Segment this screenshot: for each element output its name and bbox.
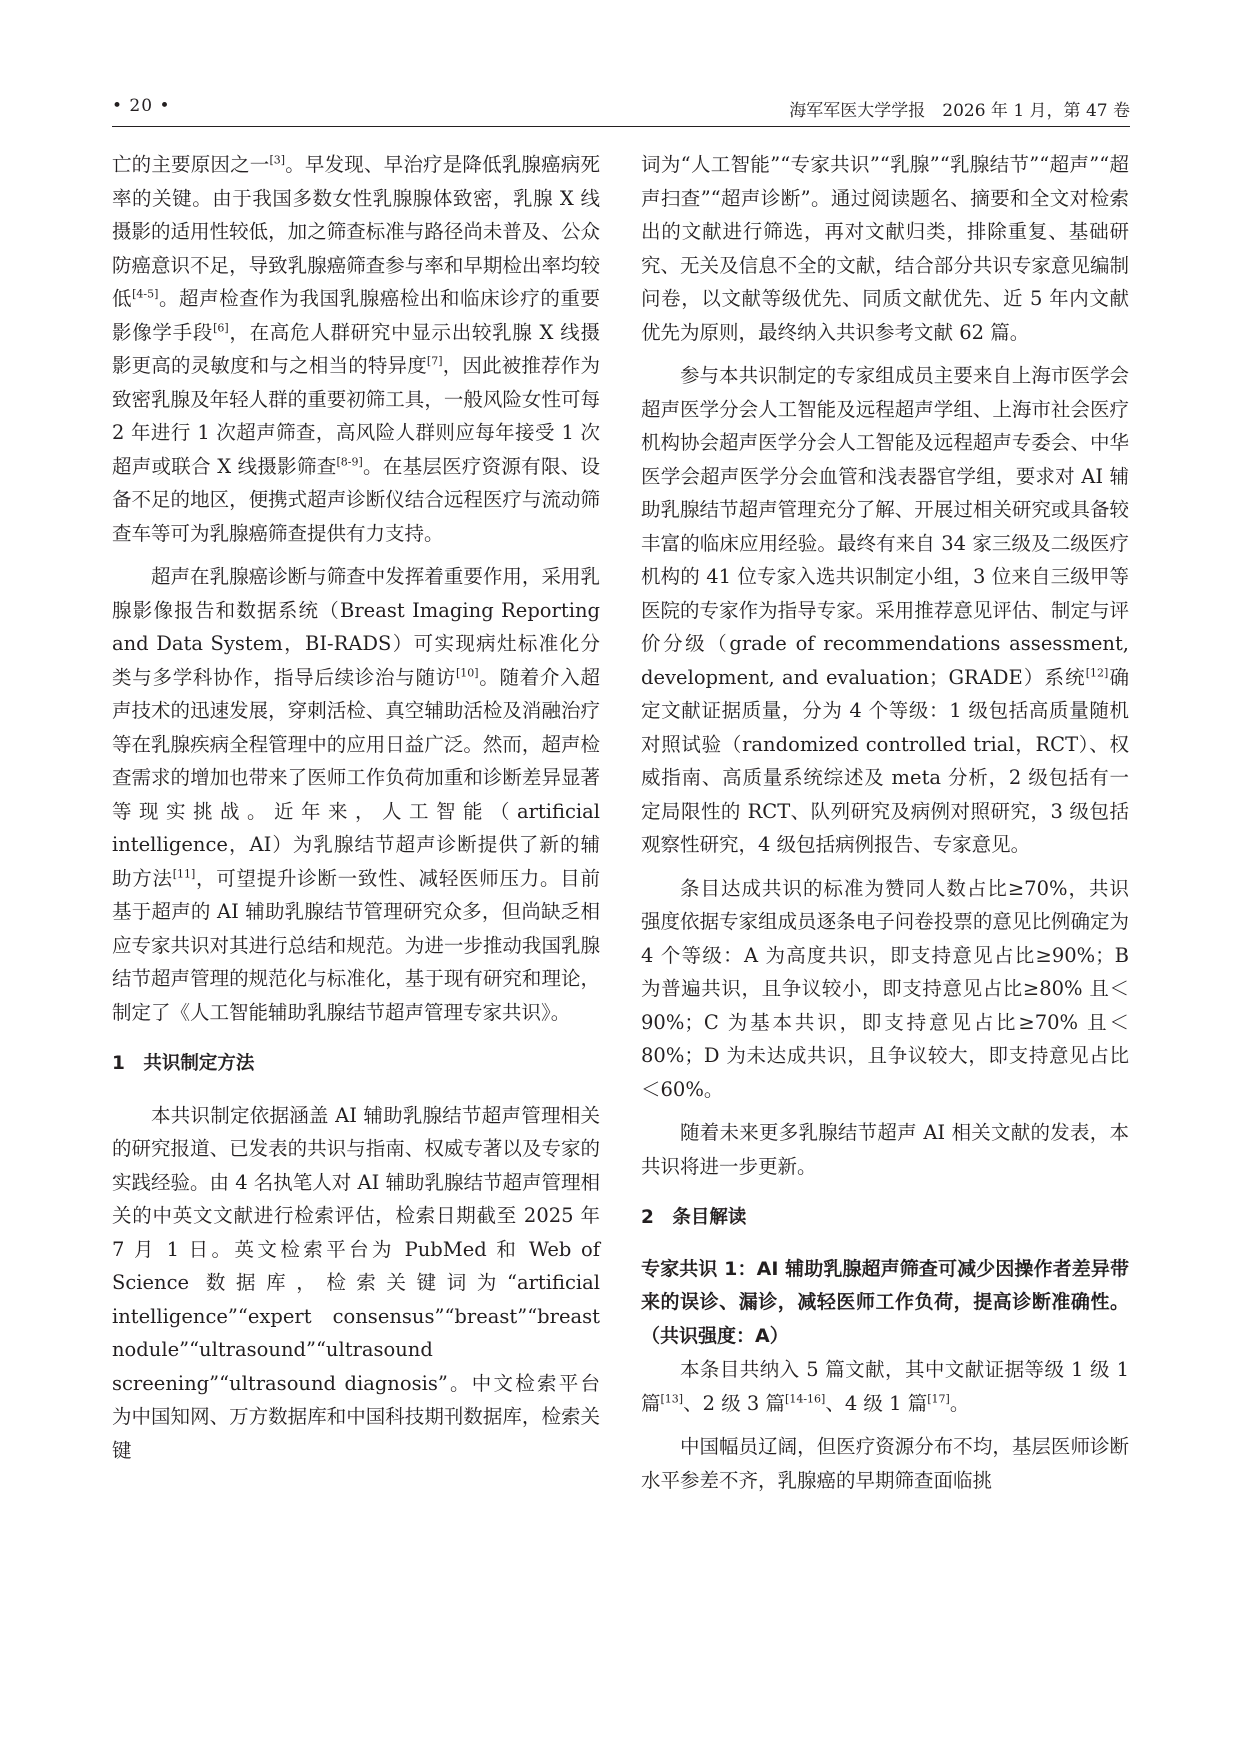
running-header [112, 96, 1130, 128]
text-run: 、4 级 1 篇 [825, 1391, 928, 1415]
citation: [17] [927, 1392, 950, 1405]
header-rule [112, 126, 1130, 127]
paragraph [641, 359, 1129, 862]
citation: [10] [455, 666, 479, 679]
text-run: 。超声检查作为我国乳腺癌检出和临床诊疗的重要影像学手段 [112, 287, 600, 344]
paragraph: 本共识制定依据涵盖 AI 辅助乳腺结节超声管理相关的研究报道、已发表的共识与指南、权威专著以及专家的实践经验。由 4 名执笔人对 AI 辅助乳腺结节超声管理相关的中英文文献进行检索评估，检索日期截至 2025 年 7 月 1 日。英文检索平台为 PubMed 和 Web of Science 数据库，检索关键词为“artificial intelligence”“expert consensus”“breast”“breast nodule”“ultrasound”“ultrasound screening”“ultrasound diagnosis”。中文检索平台为中国知网、万方数据库和中国科技期刊数据库，检索关键 [112, 1103, 600, 1462]
paragraph: 随着未来更多乳腺结节超声 AI 相关文献的发表，本共识将进一步更新。 [641, 1121, 1129, 1178]
paragraph: 条目达成共识的标准为赞同人数占比≥70%，共识强度依据专家组成员逐条电子问卷投票的意见比例确定为 4 个等级：A 为高度共识，即支持意见占比≥90%；B 为普遍共识，且争议较小，即支持意见占比≥80% 且＜90%；C 为基本共识，即支持意见占比≥70% 且＜80%；D 为未达成共识，且争议较大，即支持意见占比＜60%。 [641, 876, 1129, 1101]
paragraph: 词为“人工智能”“专家共识”“乳腺”“乳腺结节”“超声”“超声扫查”“超声诊断”。通过阅读题名、摘要和全文对检索出的文献进行筛选，再对文献归类，排除重复、基础研究、无关及信息不全的文献，结合部分共识专家意见编制问卷，以文献等级优先、同质文献优先、近 5 年内文献优先为原则，最终纳入共识参考文献 62 篇。 [641, 153, 1129, 344]
citation: [8-9] [336, 455, 363, 468]
section-heading: 2 条目解读 [641, 1207, 747, 1228]
journal-info: 海军军医大学学报 2026 年 1 月，第 47 卷 [789, 101, 1130, 121]
left-column [112, 148, 600, 1467]
paragraph [112, 560, 600, 1029]
text-run: 超声在乳腺癌诊断与筛查中发挥着重要作用，采用乳腺影像报告和数据系统（Breast Imaging Reporting and Data System，BI-RADS）可实现病灶标准化分类与多学科协作，指导后续诊治与随访 [112, 565, 600, 689]
text-run: 。 [949, 1391, 970, 1415]
text-run: 参与本共识制定的专家组成员主要来自上海市医学会超声医学分会人工智能及远程超声学组、上海市社会医疗机构协会超声医学分会人工智能及远程超声专委会、中华医学会超声医学分会血管和浅表器官学组，要求对 AI 辅助乳腺结节超声管理充分了解、开展过相关研究或具备较丰富的临床应用经验。最终有来自 34 家三级及二级医疗机构的 41 位专家入选共识制定小组，3 位来自三级甲等医院的专家作为指导专家。采用推荐意见评估、制定与评价分级（grade of recommendations assessment, development, and evaluation；GRADE）系统 [641, 364, 1129, 689]
text-run: 、2 级 3 篇 [683, 1391, 786, 1415]
citation: [4-5] [132, 287, 159, 301]
section-heading: 1 共识制定方法 [112, 1053, 255, 1074]
text-run: 亡的主要原因之一 [112, 153, 270, 176]
text-run: ，在高危人群研究中显示出较乳腺 X 线摄影更高的灵敏度和与之相当的特异度 [112, 320, 600, 377]
text-run: ，可望提升诊断一致性、减轻医师压力。目前基于超声的 AI 辅助乳腺结节管理研究众多，但尚缺乏相应专家共识对其进行总结和规范。为进一步推动我国乳腺结节超声管理的规范化与标准化，基于现有研究和理论，制定了《人工智能辅助乳腺结节超声管理专家共识》。 [112, 866, 600, 1024]
citation: [14-16] [785, 1392, 826, 1405]
paragraph [641, 1353, 1129, 1420]
text-run: ，因此被推荐作为致密乳腺及年轻人群的重要初筛工具，一般风险女性可每 2 年进行 1 次超声筛查，高风险人群则应每年接受 1 次超声或联合 X 线摄影筛查 [112, 354, 600, 478]
citation: [11] [172, 867, 196, 880]
text-run: 。早发现、早治疗是降低乳腺癌病死率的关键。由于我国多数女性乳腺腺体致密，乳腺 X 线摄影的适用性较低，加之筛查标准与路径尚未普及、公众防癌意识不足，导致乳腺癌筛查参与率和早期检出率均较低 [112, 153, 600, 310]
right-column [641, 148, 1129, 1497]
citation: [13] [660, 1392, 684, 1405]
text-run: 。在基层医疗资源有限、设备不足的地区，便携式超声诊断仪结合远程医疗与流动筛查车等可为乳腺癌筛查提供有力支持。 [112, 454, 600, 545]
citation: [6] [213, 321, 229, 334]
citation: [7] [426, 354, 443, 368]
paragraph [112, 148, 600, 550]
consensus-statement: 专家共识 1：AI 辅助乳腺超声筛查可减少因操作者差异带来的误诊、漏诊，减轻医师工作负荷，提高诊断准确性。（共识强度：A） [641, 1257, 1129, 1347]
text-run: 确定文献证据质量，分为 4 个等级：1 级包括高质量随机对照试验（randomized controlled trial，RCT）、权威指南、高质量系统综述及 meta 分析，2 级包括有一定局限性的 RCT、队列研究及病例对照研究，3 级包括观察性研究，4 级包括病例报告、专家意见。 [641, 665, 1129, 856]
text-run: 本条目共纳入 5 篇文献，其中文献证据等级 1 级 1 篇 [641, 1358, 1129, 1415]
page-number: • 20 • [112, 96, 171, 116]
text-run: 。随着介入超声技术的迅速发展，穿刺活检、真空辅助活检及消融治疗等在乳腺疾病全程管理中的应用日益广泛。然而，超声检查需求的增加也带来了医师工作负荷加重和诊断差异显著等现实挑战。近年来，人工智能（artificial intelligence，AI）为乳腺结节超声诊断提供了新的辅助方法 [112, 665, 600, 890]
paragraph: 中国幅员辽阔，但医疗资源分布不均，基层医师诊断水平参差不齐，乳腺癌的早期筛查面临挑 [641, 1435, 1129, 1492]
citation: [3] [269, 153, 286, 167]
citation: [12] [1085, 666, 1109, 679]
